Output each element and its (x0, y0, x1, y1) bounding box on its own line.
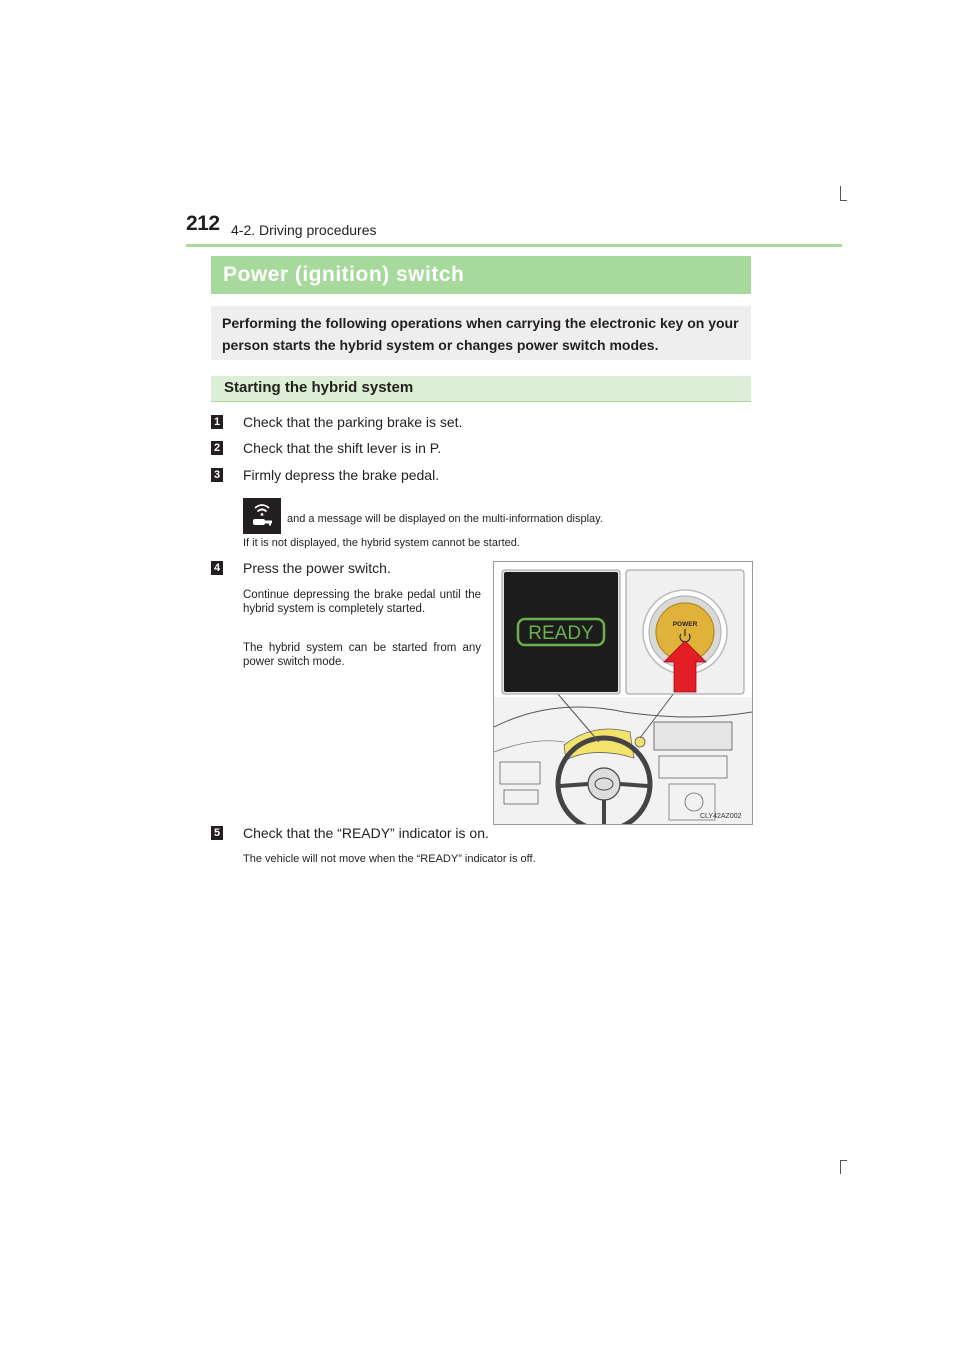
indicator-note: and a message will be displayed on the multi-information display. (287, 513, 603, 525)
subheading: Starting the hybrid system (224, 379, 414, 396)
dashboard-drawing (494, 697, 752, 824)
step4-paragraph: Continue depressing the brake pedal until the hybrid system is completely started. (243, 589, 481, 615)
intro-box (211, 306, 751, 360)
section-title-bar (211, 256, 751, 294)
step-number: 4 (211, 561, 223, 575)
step-number: 5 (211, 826, 223, 840)
ready-indicator-label: READY (528, 623, 594, 644)
section-label: 4-2. Driving procedures (231, 222, 377, 238)
step5-note: The vehicle will not move when the “READY” indicator is off. (243, 853, 536, 865)
crop-mark (840, 1160, 847, 1161)
intro-text: Performing the following operations when carrying the electronic key on your person starts the hybrid system or changes power switch modes. (222, 315, 739, 353)
fail-note: If it is not displayed, the hybrid system cannot be started. (243, 537, 520, 549)
step4-paragraph: The hybrid system can be started from any power switch mode. (243, 642, 481, 668)
power-switch-label: POWER (672, 621, 698, 628)
crop-mark (840, 200, 847, 201)
smart-key-indicator-icon (243, 498, 281, 534)
page-number: 212 (186, 212, 220, 235)
power-switch-illustration (493, 561, 753, 825)
step-text: Press the power switch. (243, 560, 391, 576)
power-button-location (635, 737, 645, 747)
step-text: Check that the “READY” indicator is on. (243, 825, 489, 841)
step-number: 2 (211, 441, 223, 455)
step-number: 3 (211, 468, 223, 482)
header-rule (186, 244, 842, 247)
subheading-bar (211, 376, 751, 402)
step-text: Check that the parking brake is set. (243, 414, 463, 430)
figure-code: CLY42AZ002 (700, 813, 742, 820)
crop-mark (840, 186, 841, 200)
step-number: 1 (211, 415, 223, 429)
section-title: Power (ignition) switch (223, 263, 465, 286)
step-text: Check that the shift lever is in P. (243, 440, 442, 456)
step-text: Firmly depress the brake pedal. (243, 467, 440, 483)
crop-mark (840, 1160, 841, 1174)
